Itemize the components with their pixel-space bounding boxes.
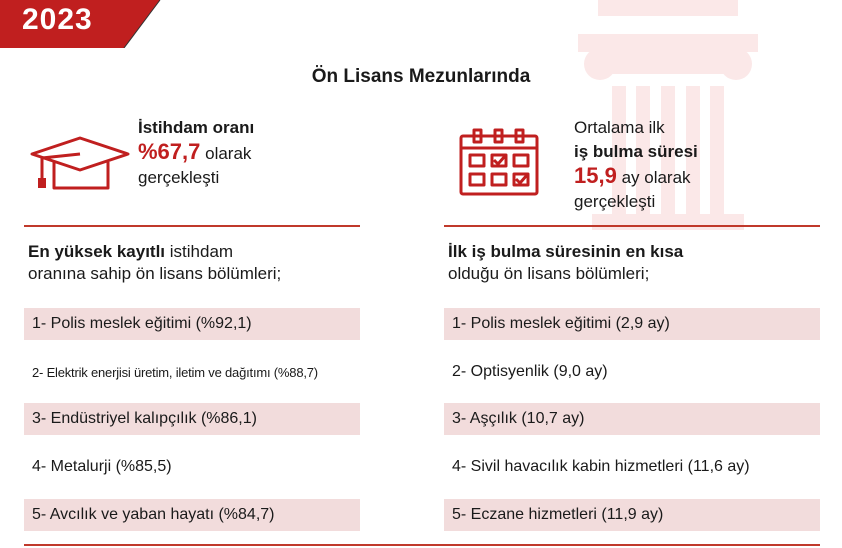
employment-value: %67,7 [138,139,201,164]
list-item: 1- Polis meslek eğitimi (%92,1) [24,308,360,340]
list-item: 3- Endüstriyel kalıpçılık (%86,1) [24,403,360,435]
list-item: 2- Optisyenlik (9,0 ay) [452,363,608,380]
right-list-title [448,241,683,285]
employment-suffix: olarak [205,144,252,163]
list-item: 5- Eczane hizmetleri (11,9 ay) [444,499,820,531]
list-item: 2- Elektrik enerjisi üretim, iletim ve dağıtımı (%88,7) [32,364,318,380]
job-search-title: iş bulma süresi [574,142,698,161]
year-label: 2023 [22,3,93,36]
right-divider [444,225,820,227]
list-item: 3- Aşçılık (10,7 ay) [444,403,820,435]
job-search-line1: Ortalama ilk [574,118,665,137]
graduation-cap-icon [28,136,132,196]
bottom-divider [24,544,820,546]
employment-line3: gerçekleşti [138,168,220,187]
page-title: Ön Lisans Mezunlarında [311,66,531,87]
left-divider [24,225,360,227]
right-list-title-line2: olduğu ön lisans bölümleri; [448,264,650,283]
left-list-title-line2: oranına sahip ön lisans bölümleri; [28,264,282,283]
job-search-line4: gerçekleşti [574,192,656,211]
left-list-title-rest: istihdam [169,242,234,261]
right-list-title-bold: İlk iş bulma süresinin en kısa [448,242,684,261]
job-search-suffix: ay olarak [621,168,691,187]
list-item: 5- Avcılık ve yaban hayatı (%84,7) [24,499,360,531]
left-list-title-bold: En yüksek kayıtlı [28,242,166,261]
job-search-stat [574,116,698,214]
left-list-title [28,241,281,285]
list-item: 4- Metalurji (%85,5) [32,458,172,475]
employment-title: İstihdam oranı [138,118,255,137]
calendar-icon [458,128,540,198]
list-item: 1- Polis meslek eğitimi (2,9 ay) [444,308,820,340]
job-search-value: 15,9 [574,163,617,188]
employment-stat [138,116,254,190]
list-item: 4- Sivil havacılık kabin hizmetleri (11,6 ay) [452,458,750,475]
